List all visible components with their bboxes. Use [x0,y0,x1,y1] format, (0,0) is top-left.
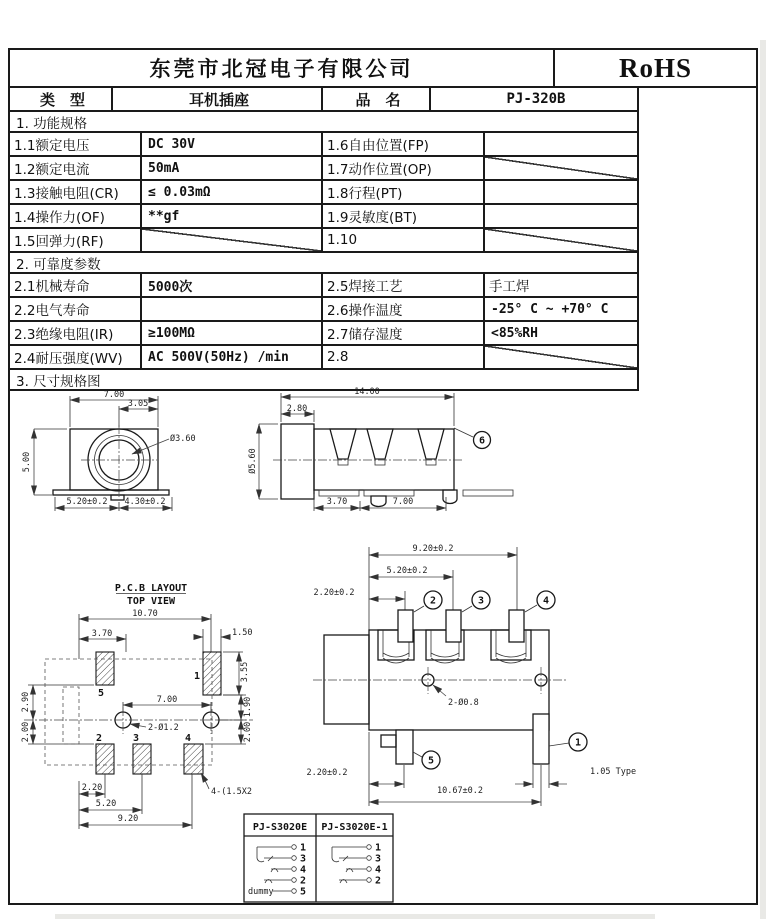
spec-label: 2.1机械寿命 [10,274,142,296]
dim-7.00: 7.00 [103,390,125,400]
spec-value: DC 30V [142,133,323,155]
document-frame [8,48,758,905]
dim-9.20: 9.20 [117,814,139,824]
dim-dia-5.60: Ø5.60 [248,448,258,474]
pin-5 [396,730,413,764]
bottom-view-drawing [307,544,637,806]
dim-10.70: 10.70 [132,609,158,619]
type-value: 耳机插座 [113,88,323,110]
callout-4: 4 [542,595,550,607]
dim-5.00: 5.00 [22,451,32,473]
spec-label: 1.4操作力(OF) [10,205,142,227]
table-row [10,157,639,181]
section1-title: 1. 功能规格 [10,112,639,133]
spec-label: 1.7动作位置(OP) [323,157,485,179]
dim-5.20: 5.20 [95,799,117,809]
spec-label: 1.1额定电压 [10,133,142,155]
spec-value [142,298,323,320]
callout-1: 1 [574,737,582,749]
dim-3.70: 3.70 [91,629,113,639]
dim-2.90: 2.90 [21,691,31,713]
side-view-drawing [247,387,513,511]
table-row [10,346,639,370]
spec-value-empty [485,229,639,251]
pad-3-label: 3 [132,733,140,744]
section1-table [10,133,639,253]
pad-1-label: 1 [193,671,200,682]
table-row [10,322,639,346]
pad-4 [184,744,203,774]
pin-label-4: 4 [375,864,382,876]
dim-2.20: 2.20±0.2 [313,588,355,598]
spec-value: 50mA [142,157,323,179]
spec-value-empty [485,346,639,368]
pin-schematic [244,814,393,902]
callout-6: 6 [478,435,486,447]
spec-value-empty [142,229,323,251]
table-row [10,181,639,205]
pad-4-label: 4 [184,733,192,744]
spec-label: 2.7储存湿度 [323,322,485,344]
type-label: 类 型 [10,88,113,110]
dim-7.00: 7.00 [156,695,178,705]
callout-5: 5 [427,755,435,767]
jack-barrel [324,635,369,724]
schematic-title-right: PJ-S3020E-1 [321,822,388,833]
pad-2-label: 2 [95,733,103,744]
spec-label: 2.6操作温度 [323,298,485,320]
dimension-drawings [10,369,756,903]
product-value: PJ-320B [431,88,639,110]
spec-value: 5000次 [142,274,323,296]
scan-edge-right [760,40,766,919]
spec-value: AC 500V(50Hz) /min [142,346,323,368]
dim-5.20: 5.20±0.2 [386,566,428,576]
dim-2.00: 2.00 [21,721,31,743]
spec-label: 2.2电气寿命 [10,298,142,320]
product-row [10,88,639,112]
dim-14.00: 14.00 [354,387,380,397]
pcb-subtitle: TOP VIEW [126,596,176,607]
table-row [10,274,639,298]
callout-3: 3 [477,595,485,607]
dim-1.90: 1.90 [243,696,253,718]
pin-label-1: 1 [300,842,307,854]
pad-5 [96,652,114,685]
pad-5-label: 5 [97,688,105,699]
spec-value: <85%RH [485,322,639,344]
spec-value: -25° C ~ +70° C [485,298,639,320]
dim-5.20: 5.20±0.2 [66,497,108,507]
pin-label-5: 5 [300,886,307,898]
pcb-title: P.C.B LAYOUT [114,583,188,594]
pin-label-3: 3 [375,853,382,865]
pin-4 [509,610,524,642]
section3-title: 3. 尺寸规格图 [10,370,639,391]
spec-label: 1.6自由位置(FP) [323,133,485,155]
callout-2: 2 [429,595,437,607]
spec-value-empty [485,157,639,179]
dim-1.50: 1.50 [232,628,253,638]
spec-label: 1.3接触电阻(CR) [10,181,142,203]
spec-value: 手工焊 [485,274,639,296]
spec-label: 2.8 [323,346,485,368]
pin-label-4: 4 [300,864,307,876]
table-row [10,205,639,229]
dim-2.20-bottom: 2.20±0.2 [306,768,348,778]
pin-label-1: 1 [375,842,382,854]
holes-note-0.8: 2-Ø0.8 [448,698,479,708]
spec-value: ≥100MΩ [142,322,323,344]
pin-label-2: 2 [375,875,382,887]
pin-3 [446,610,461,642]
dim-9.20: 9.20±0.2 [412,544,454,554]
pads-note-1.5x2: 4-(1.5X2 [211,787,252,797]
front-view-drawing [22,390,196,511]
pcb-layout-drawing [21,583,253,829]
scan-edge-bottom [55,914,655,919]
dim-7.00: 7.00 [392,497,414,507]
dim-2.80: 2.80 [286,404,308,414]
pin-label-3: 3 [300,853,307,865]
spec-label: 2.3绝缘电阻(IR) [10,322,142,344]
holes-note-1.2: 2-Ø1.2 [148,723,179,733]
spec-value [485,133,639,155]
dim-3.05: 3.05 [127,399,149,409]
spec-label: 2.5焊接工艺 [323,274,485,296]
spec-label: 2.4耐压强度(WV) [10,346,142,368]
pad-2 [96,744,114,774]
dim-2.00: 2.00 [243,721,253,743]
schematic-title-left: PJ-S3020E [252,822,308,833]
dim-1.05-type: 1.05 Type [590,767,637,777]
product-label: 品 名 [323,88,431,110]
schematic-right [332,843,381,887]
title-bar [10,50,756,88]
spec-label: 1.9灵敏度(BT) [323,205,485,227]
spec-value [485,205,639,227]
dim-4.30: 4.30±0.2 [124,497,166,507]
dim-hole-3.60: Ø3.60 [170,434,196,444]
dummy-label: dummy [248,887,274,897]
spec-label: 1.8行程(PT) [323,181,485,203]
schematic-left [248,843,306,898]
spec-value [485,181,639,203]
company-name: 东莞市北冠电子有限公司 [10,50,555,86]
dim-2.20: 2.20 [81,783,103,793]
section2-title: 2. 可靠度参数 [10,253,639,274]
table-row [10,298,639,322]
spec-value: ≤ 0.03mΩ [142,181,323,203]
dim-10.67: 10.67±0.2 [436,786,484,796]
dim-3.70: 3.70 [326,497,348,507]
spec-value: **gf [142,205,323,227]
spec-label: 1.10 [323,229,485,251]
dim-3.55: 3.55 [240,661,250,683]
pad-3 [133,744,151,774]
pin-2 [398,610,413,642]
table-row [10,229,639,253]
pin-label-2: 2 [300,875,307,887]
pin-1 [533,714,549,764]
spec-label: 1.2额定电流 [10,157,142,179]
section2-table [10,274,639,370]
rohs-mark: RoHS [618,52,693,83]
spec-label: 1.5回弹力(RF) [10,229,142,251]
table-row [10,133,639,157]
